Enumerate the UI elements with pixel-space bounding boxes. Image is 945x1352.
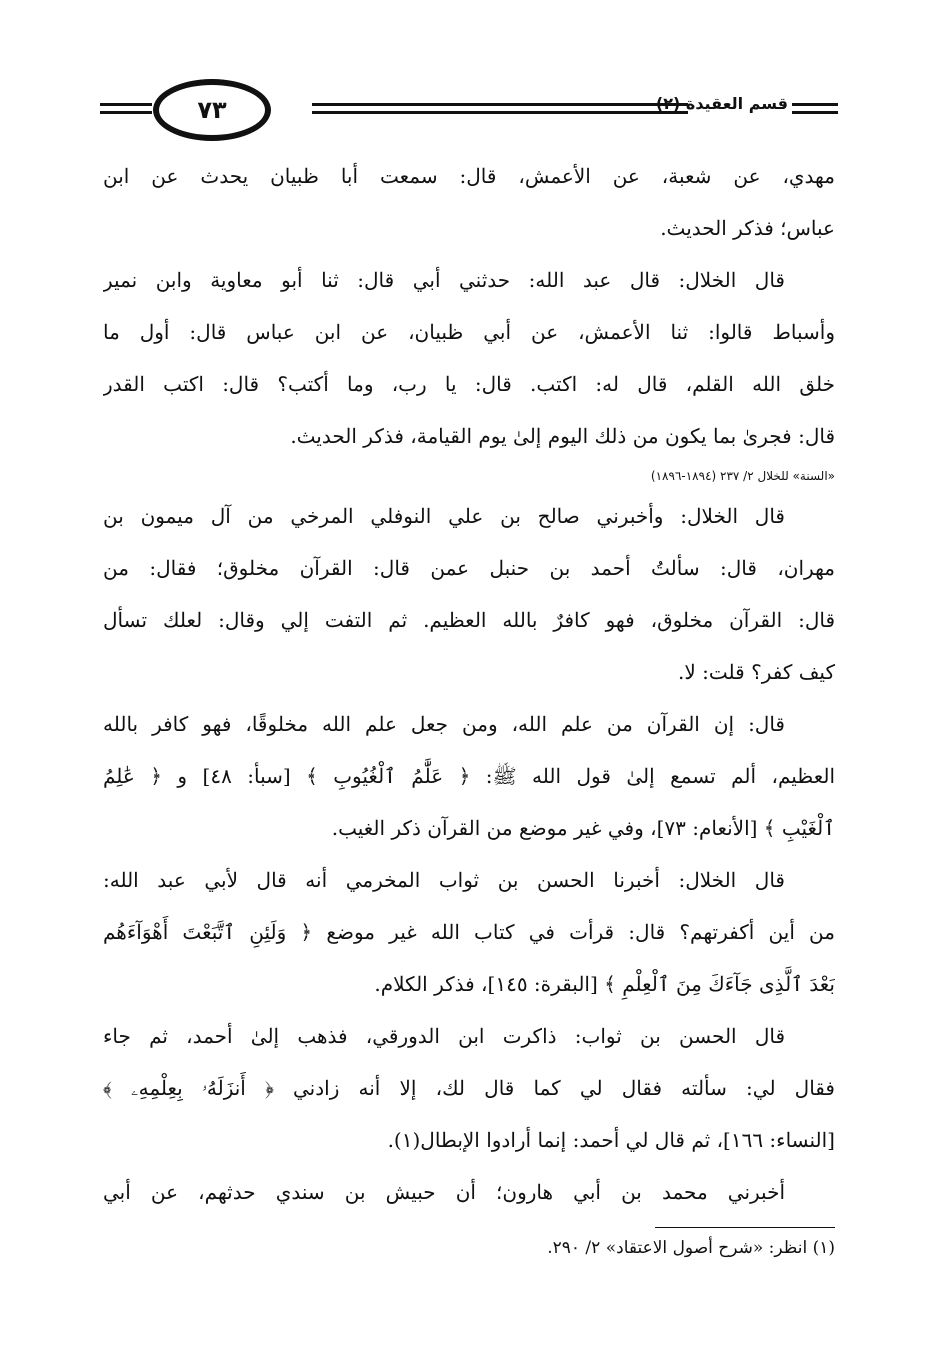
- header-rule-main-2: [312, 111, 688, 114]
- header-rule-left-2: [100, 111, 152, 114]
- text-line: فقال لي: سألته فقال لي كما قال لك، إلا أنه زادني ﴿ أَنزَلَهُۥ بِعِلْمِهِۦ ﴾: [103, 1076, 835, 1100]
- section-title: قسم العقيدة (٢): [655, 94, 788, 113]
- body-text: [103, 150, 835, 1218]
- text-line: أخبرني محمد بن أبي هارون؛ أن حبيش بن سندي حدثهم، عن أبي: [103, 1180, 786, 1204]
- text-line: وأسباط قالوا: ثنا الأعمش، عن أبي ظبيان، عن ابن عباس قال: أول ما: [103, 320, 835, 344]
- header-rule-left: [100, 103, 152, 106]
- text-line: بَعْدَ ٱلَّذِى جَآءَكَ مِنَ ٱلْعِلْمِ ﴾ [البقرة: ١٤٥]، فذكر الكلام.: [374, 972, 835, 996]
- text-line: مهران، قال: سألتُ أحمد بن حنبل عمن قال: القرآن مخلوق؛ فقال: من: [103, 556, 835, 580]
- text-line: قال: فجرىٰ بما يكون من ذلك اليوم إلىٰ يوم القيامة، فذكر الحديث.: [290, 424, 835, 448]
- text-line: العظيم، ألم تسمع إلىٰ قول الله ﷺ: ﴿ عَلَّٰمُ ٱلْغُيُوبِ ﴾ [سبأ: ٤٨] و ﴿ عَٰلِمُ: [103, 764, 835, 788]
- text-line: عباس؛ فذكر الحديث.: [660, 216, 835, 240]
- running-header: [100, 75, 838, 145]
- header-rule-main: [312, 103, 688, 106]
- text-line: كيف كفر؟ قلت: لا.: [678, 660, 835, 684]
- text-line: قال: القرآن مخلوق، فهو كافرٌ بالله العظيم. ثم التفت إلي وقال: لعلك تسأل: [103, 608, 835, 632]
- footnote-separator: [655, 1227, 835, 1228]
- text-line: [النساء: ١٦٦]، ثم قال لي أحمد: إنما أرادوا الإبطال(١).: [387, 1128, 835, 1152]
- text-line: مهدي، عن شعبة، عن الأعمش، قال: سمعت أبا ظبيان يحدث عن ابن: [103, 164, 835, 188]
- text-line: قال: إن القرآن من علم الله، ومن جعل علم الله مخلوقًا، فهو كافر بالله: [103, 712, 785, 736]
- source-citation: «السنة» للخلال ٢/ ٢٣٧ (١٨٩٤-١٨٩٦): [650, 469, 835, 483]
- page-number: ٧٣: [153, 79, 271, 141]
- text-line: قال الخلال: قال عبد الله: حدثني أبي قال: ثنا أبو معاوية وابن نمير: [103, 268, 785, 292]
- footnote: (١) انظر: «شرح أصول الاعتقاد» ٢/ ٢٩٠.: [547, 1238, 835, 1258]
- text-line: ٱلْغَيْبِ ﴾ [الأنعام: ٧٣]، وفي غير موضع من القرآن ذكر الغيب.: [331, 816, 835, 840]
- text-line: من أين أكفرتهم؟ قال: قرأت في كتاب الله غير موضع ﴿ وَلَئِنِ ٱتَّبَعْتَ أَهْوَآءَهُم: [103, 920, 835, 944]
- text-line: خلق الله القلم، قال له: اكتب. قال: يا رب، وما أكتب؟ قال: اكتب القدر: [103, 372, 835, 396]
- header-rule-right-2: [792, 111, 838, 114]
- text-line: قال الخلال: أخبرنا الحسن بن ثواب المخرمي أنه قال لأبي عبد الله:: [103, 868, 785, 892]
- text-line: قال الخلال: وأخبرني صالح بن علي النوفلي المرخي من آل ميمون بن: [103, 504, 785, 528]
- text-line: قال الحسن بن ثواب: ذاكرت ابن الدورقي، فذهب إلىٰ أحمد، ثم جاء: [103, 1024, 785, 1048]
- header-rule-right: [792, 103, 838, 106]
